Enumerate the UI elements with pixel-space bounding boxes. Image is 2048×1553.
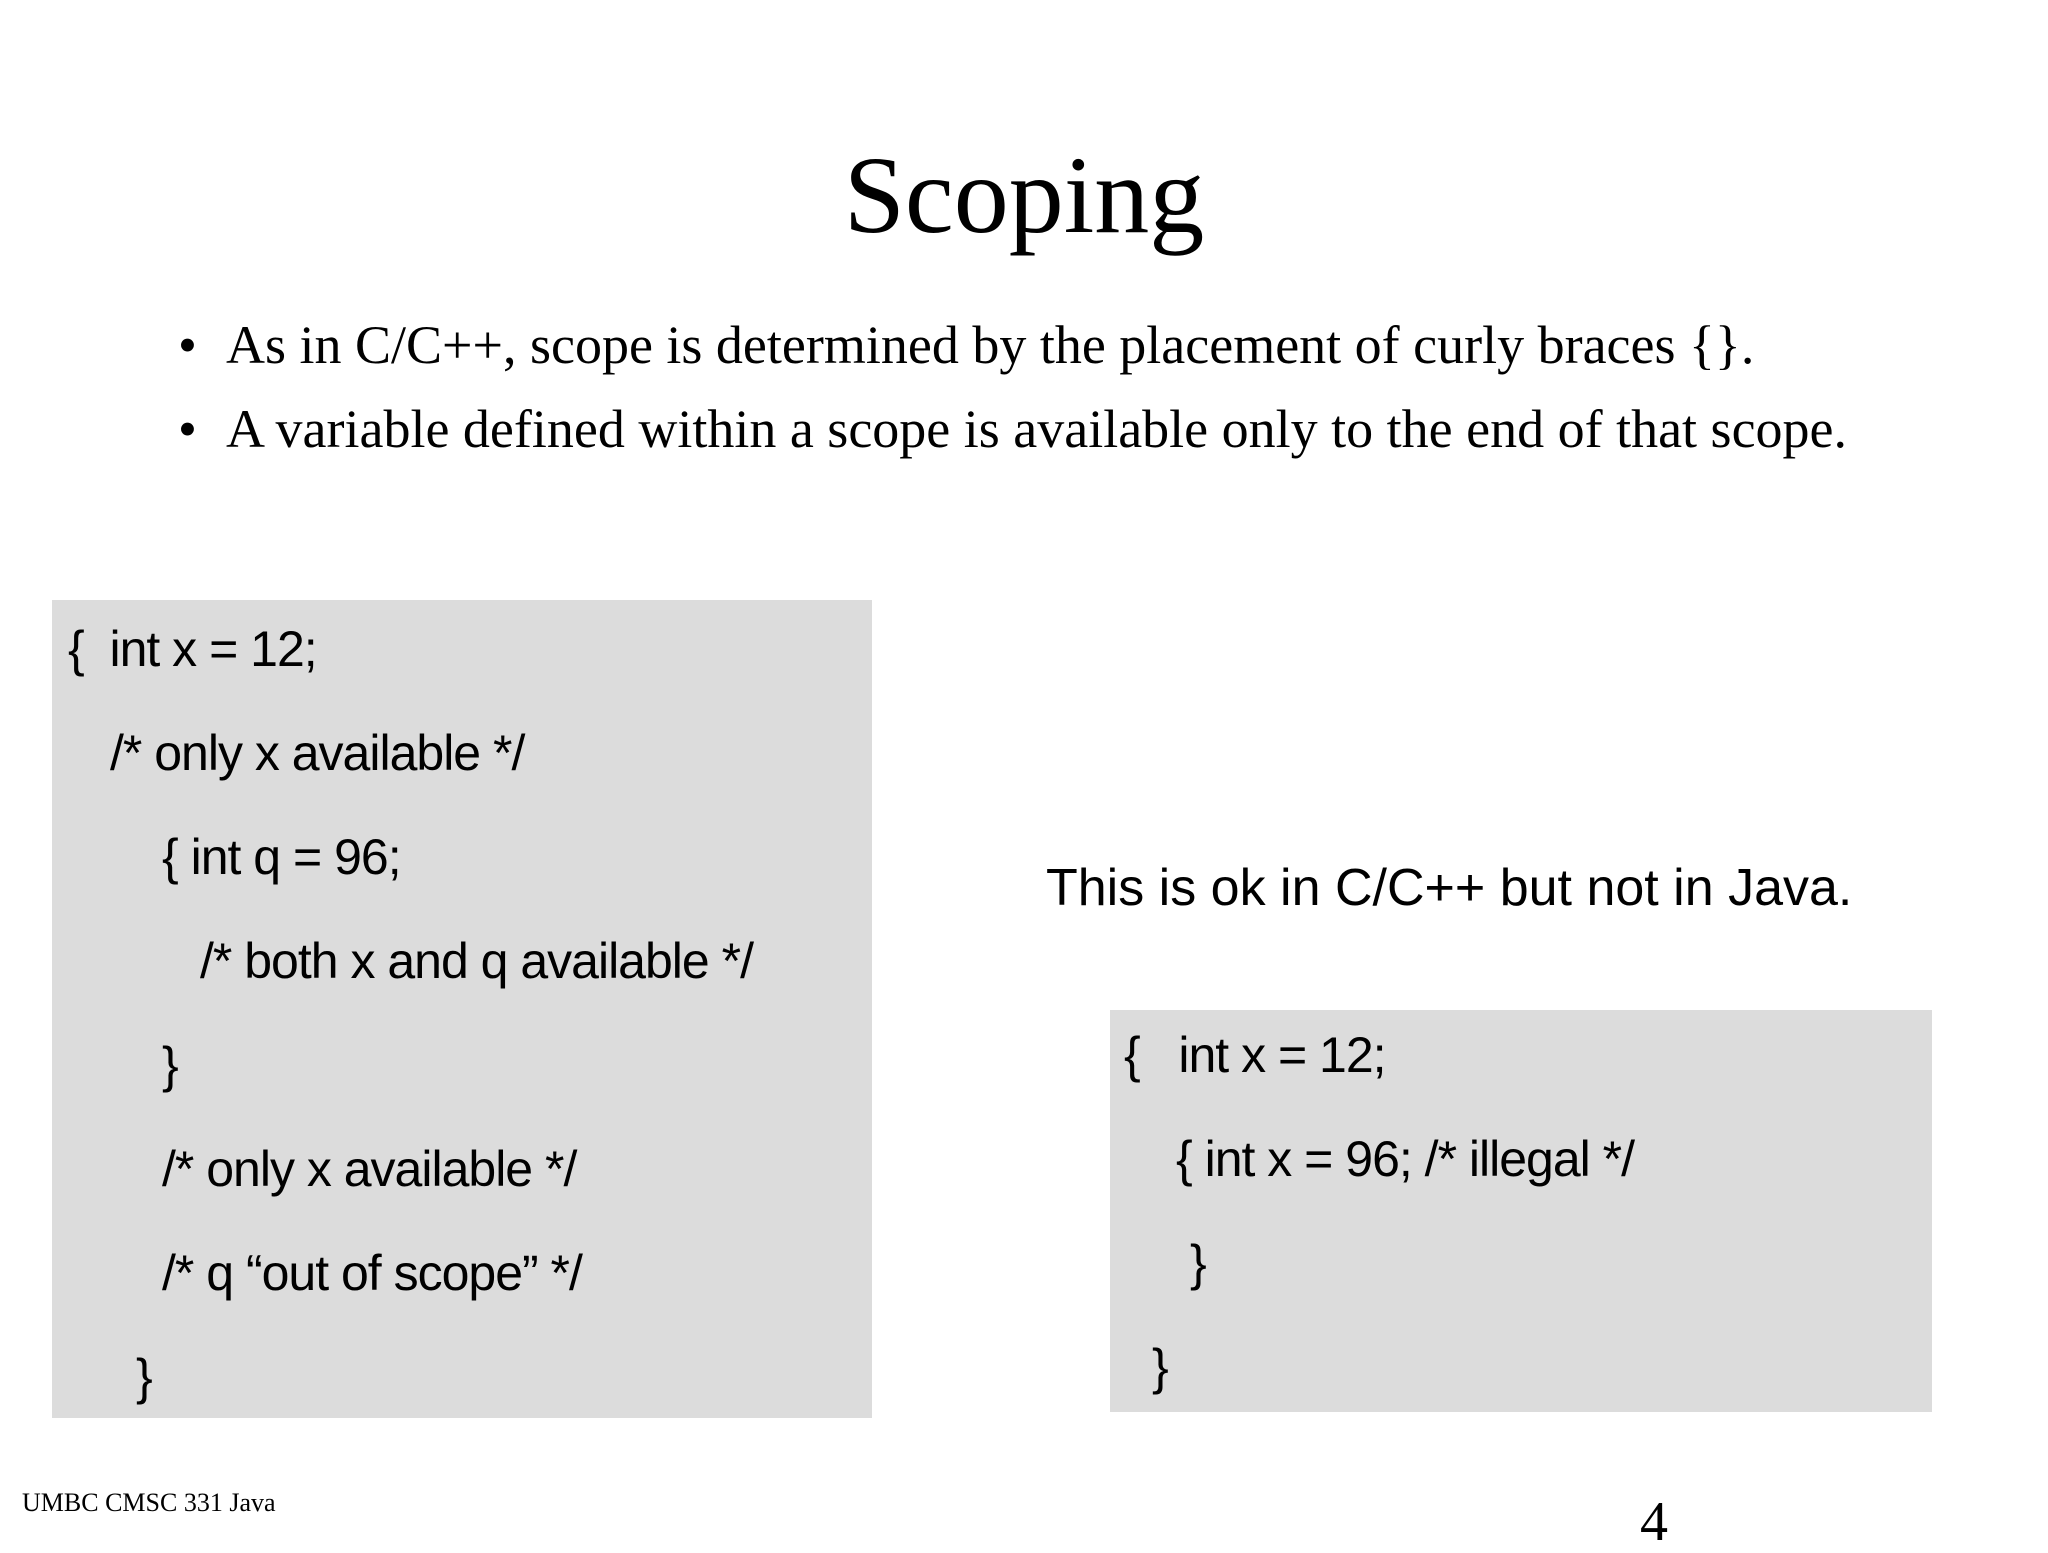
code-line: { int x = 12; <box>68 621 317 677</box>
footer-course-label: UMBC CMSC 331 Java <box>22 1488 276 1517</box>
code-line: { int x = 96; /* illegal */ <box>1176 1131 1635 1187</box>
code-line: } <box>136 1349 152 1405</box>
bullet-icon: • <box>178 399 197 459</box>
code-line: } <box>162 1037 178 1093</box>
bullet-icon: • <box>178 315 197 375</box>
bullet-list <box>168 310 1888 478</box>
code-line: { int q = 96; <box>162 829 401 885</box>
java-note: This is ok in C/C++ but not in Java. <box>1046 859 1853 917</box>
code-line: /* both x and q available */ <box>200 933 753 989</box>
bullet-text: A variable defined within a scope is available only to the end of that scope. <box>226 399 1848 459</box>
code-line: } <box>1152 1339 1168 1395</box>
code-line: /* q “out of scope” */ <box>162 1245 582 1301</box>
bullet-item <box>168 394 1888 464</box>
code-line: { int x = 12; <box>1124 1027 1386 1083</box>
code-line: /* only x available */ <box>162 1141 577 1197</box>
code-block-right <box>1110 1010 1932 1412</box>
code-line: } <box>1190 1235 1206 1291</box>
code-line: /* only x available */ <box>110 725 525 781</box>
slide-title: Scoping <box>843 134 1205 256</box>
bullet-text: As in C/C++, scope is determined by the placement of curly braces {}. <box>226 315 1755 375</box>
page-number: 4 <box>1640 1491 1668 1553</box>
bullet-item <box>168 310 1888 380</box>
code-block-left <box>52 600 872 1418</box>
